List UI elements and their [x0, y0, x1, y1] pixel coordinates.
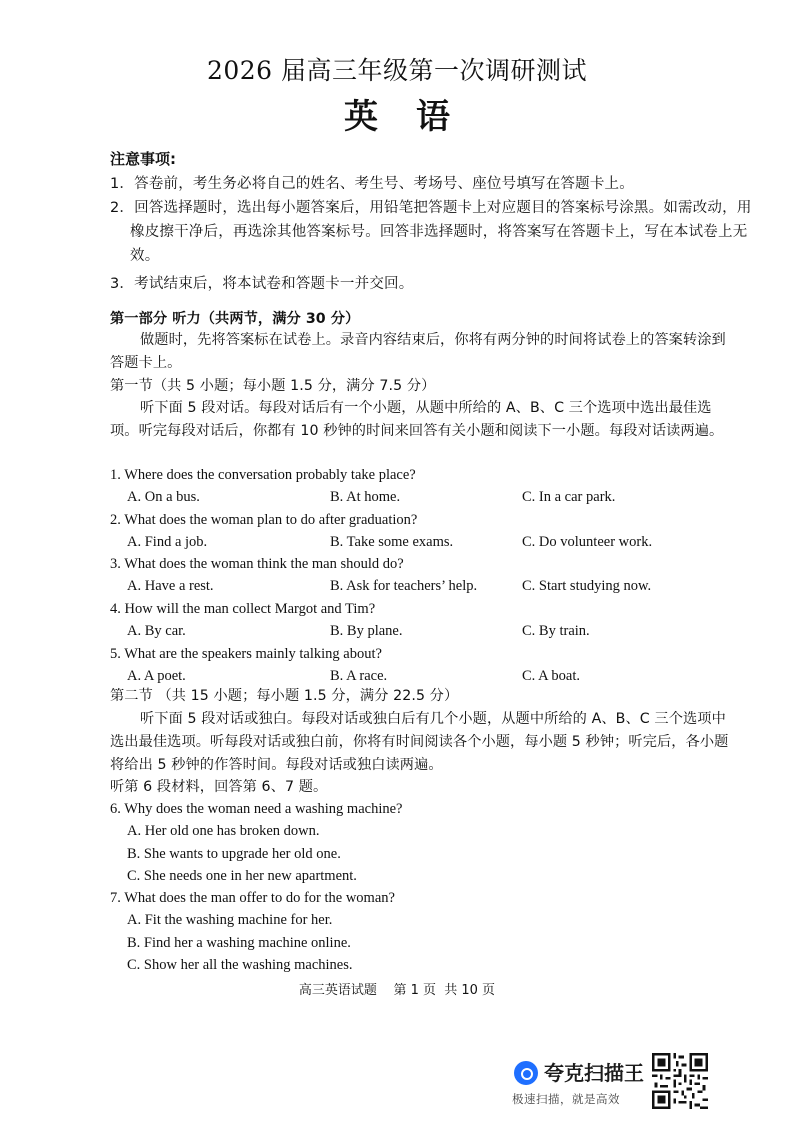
option-1c: C. In a car park.	[522, 489, 616, 505]
scanner-brand: 夸克扫描王	[544, 1061, 644, 1085]
part1-heading: 第一部分 听力（共两节，满分 30 分）	[110, 311, 360, 327]
option-2c: C. Do volunteer work.	[522, 534, 653, 550]
material-6-heading: 听第 6 段材料，回答第 6、7 题。	[110, 779, 328, 795]
option-5c: C. A boat.	[522, 668, 581, 684]
option-3a: A. Have a rest.	[127, 578, 214, 594]
option-7c: C. Show her all the washing machines.	[127, 957, 353, 973]
scanner-slogan: 极速扫描，就是高效	[512, 1092, 620, 1106]
option-4b: B. By plane.	[330, 623, 403, 639]
section2-instructions: 听下面 5 段对话或独白。每段对话或独白后有几个小题，从题中所给的 A、B、C 三个选项中选出最佳选项。听每段对话或独白前，你将有时间阅读各个小题，每小题 5 秒钟；听完后，各小题将给出 5 秒钟的作答时间。每段对话或独白读两遍。	[110, 711, 729, 773]
scanner-logo-icon	[514, 1061, 538, 1085]
option-2a: A. Find a job.	[127, 534, 208, 550]
section2-heading: 第二节 （共 15 小题；每小题 1.5 分，满分 22.5 分）	[110, 688, 459, 704]
option-5b: B. A race.	[330, 668, 388, 684]
option-6b: B. She wants to upgrade her old one.	[127, 846, 341, 862]
option-1b: B. At home.	[330, 489, 401, 505]
option-1a: A. On a bus.	[127, 489, 200, 505]
exam-title: 2026 届高三年级第一次调研测试	[206, 56, 588, 85]
question-1: 1. Where does the conversation probably take place?	[110, 467, 416, 483]
part1-intro: 做题时，先将答案标在试卷上。录音内容结束后，你将有两分钟的时间将试卷上的答案转涂到答题卡上。	[110, 332, 726, 371]
note-item-1: 1．答卷前，考生务必将自己的姓名、考生号、考场号、座位号填写在答题卡上。	[110, 176, 634, 192]
option-6a: A. Her old one has broken down.	[127, 823, 320, 839]
option-5a: A. A poet.	[127, 668, 186, 684]
question-6: 6. Why does the woman need a washing machine?	[110, 801, 403, 817]
question-3: 3. What does the woman think the man should do?	[110, 556, 404, 572]
question-4: 4. How will the man collect Margot and Tim?	[110, 601, 376, 617]
section1-instructions: 听下面 5 段对话。每段对话后有一个小题，从题中所给的 A、B、C 三个选项中选出最佳选项。听完每段对话后，你都有 10 秒钟的时间来回答有关小题和阅读下一小题。每段对话读两遍。	[110, 400, 724, 439]
notes-heading: 注意事项:	[110, 150, 176, 168]
section1-heading: 第一节（共 5 小题；每小题 1.5 分，满分 7.5 分）	[110, 378, 436, 394]
option-7b: B. Find her a washing machine online.	[127, 935, 351, 951]
question-2: 2. What does the woman plan to do after graduation?	[110, 512, 418, 528]
question-7: 7. What does the man offer to do for the woman?	[110, 890, 395, 906]
page-footer: 高三英语试题 第 1 页 共 10 页	[298, 983, 496, 998]
option-3c: C. Start studying now.	[522, 578, 652, 594]
option-3b: B. Ask for teachers’ help.	[330, 578, 478, 594]
option-7a: A. Fit the washing machine for her.	[127, 912, 333, 928]
option-6c: C. She needs one in her new apartment.	[127, 868, 357, 884]
qr-code-icon	[652, 1053, 708, 1109]
note-item-3: 3．考试结束后，将本试卷和答题卡一并交回。	[110, 276, 414, 292]
question-5: 5. What are the speakers mainly talking about?	[110, 646, 382, 662]
option-2b: B. Take some exams.	[330, 534, 454, 550]
note-item-2: 2．回答选择题时，选出每小题答案后，用铅笔把答题卡上对应题目的答案标号涂黑。如需改动，用橡皮擦干净后，再选涂其他答案标号。回答非选择题时，将答案写在答题卡上，写在本试卷上无效。	[110, 200, 752, 264]
subject-title: 英语	[344, 97, 488, 137]
option-4c: C. By train.	[522, 623, 590, 639]
option-4a: A. By car.	[127, 623, 186, 639]
scanner-watermark	[512, 1058, 648, 1110]
